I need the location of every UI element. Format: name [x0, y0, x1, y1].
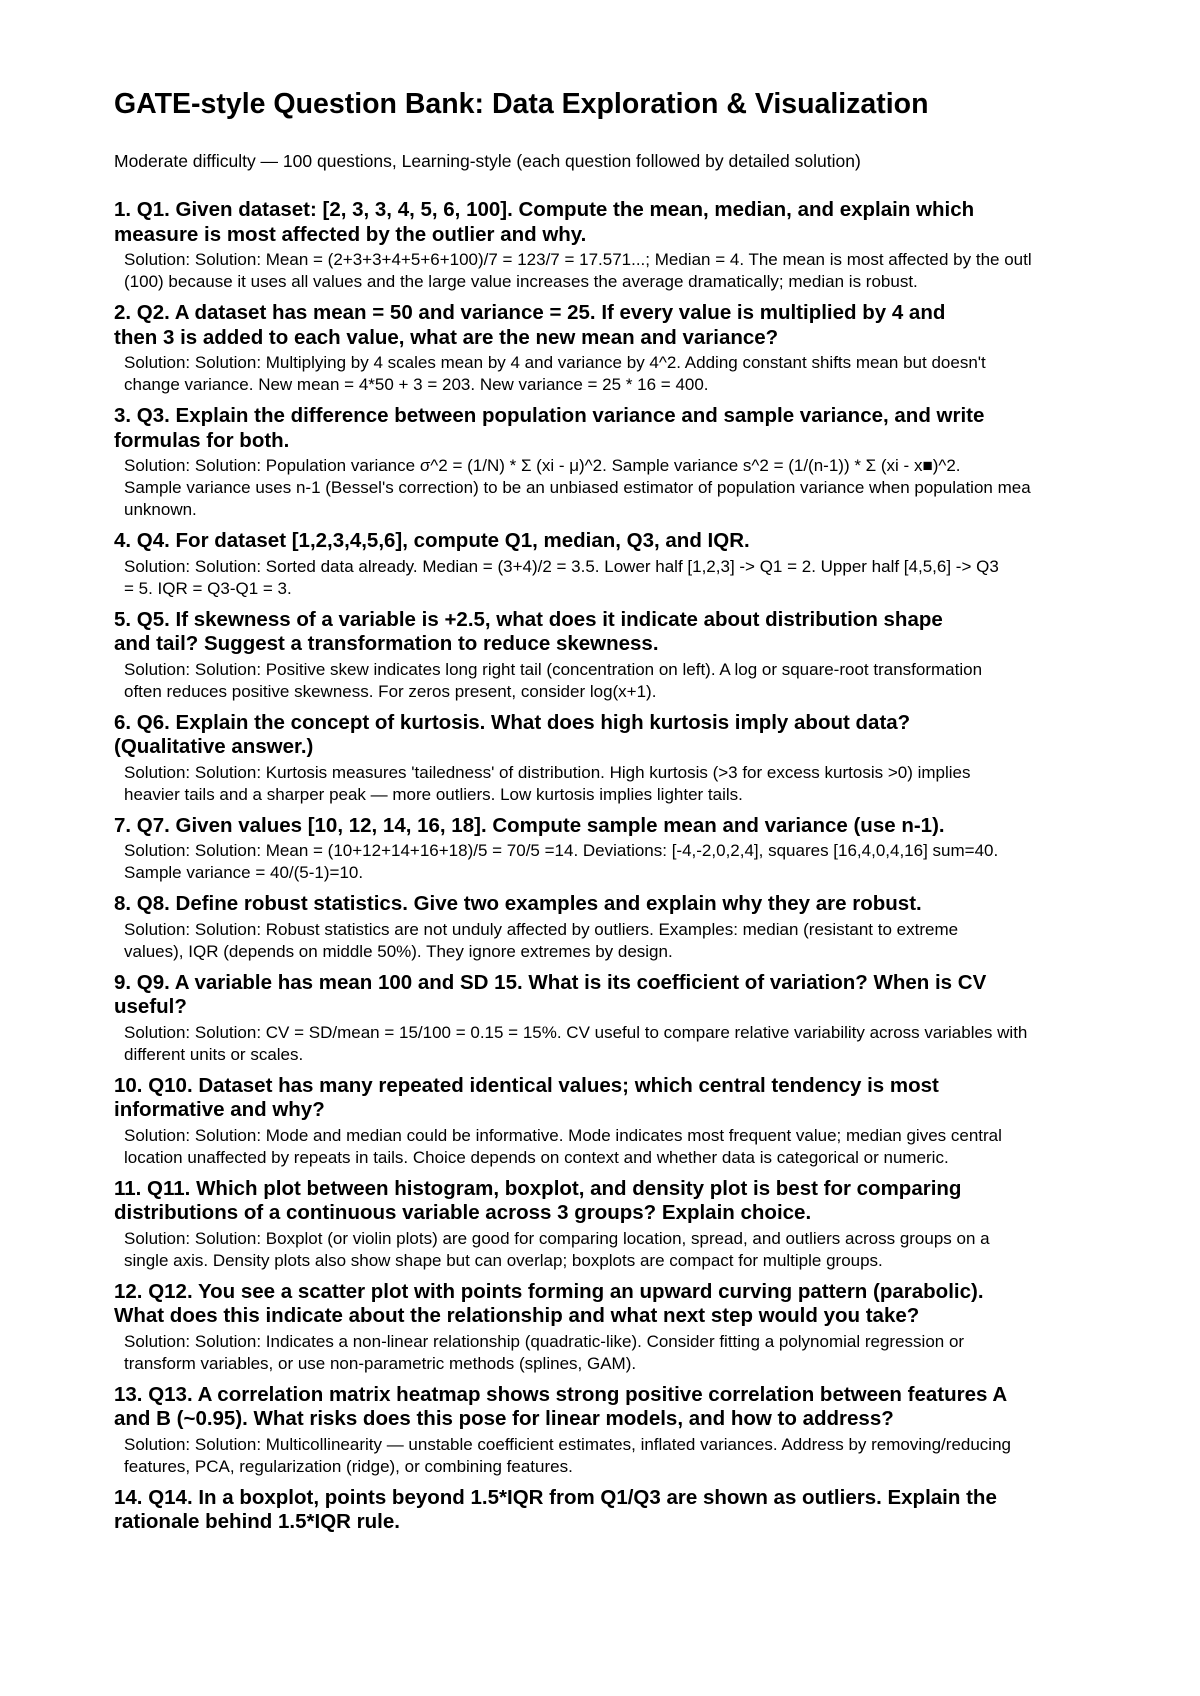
solution-body: Solution: Mean = (10+12+14+16+18)/5 = 70/5 =14. Deviations: [-4,-2,0,2,4], squares [16,4,0,4,16] sum=40. Sample variance = 40/(5-1)=10.: [124, 841, 999, 882]
question-item: [114, 404, 1200, 521]
solution-text: [124, 352, 1200, 396]
solution-label: Solution:: [124, 841, 195, 860]
question-item: [114, 1177, 1200, 1272]
solution-text: [124, 249, 1200, 293]
solution-text: [124, 1125, 1200, 1169]
solution-label: Solution:: [124, 1125, 195, 1145]
question-text: 9. Q9. A variable has mean 100 and SD 15. What is its coefficient of variation? When is CV useful?: [114, 970, 987, 1018]
solution-label: Solution:: [124, 1434, 195, 1454]
solution-label: Solution:: [124, 556, 195, 576]
solution-body: Solution: Population variance σ^2 = (1/N) * Σ (xi - μ)^2. Sample variance s^2 = (1/(n-1)) * Σ (xi - x■)^2. Sample variance uses n-1 (Bessel's correction) to be an unbiased estimator of population variance when population mea unknown.: [124, 456, 1031, 519]
solution-body: Solution: Sorted data already. Median = (3+4)/2 = 3.5. Lower half [1,2,3] -> Q1 = 2. Upper half [4,5,6] -> Q3 = 5. IQR = Q3-Q1 = 3.: [124, 556, 999, 598]
solution-body: Solution: Indicates a non-linear relationship (quadratic-like). Consider fitting a polynomial regression or transform variables, or use non-parametric methods (splines, GAM).: [124, 1331, 965, 1373]
solution-text: [124, 1228, 1200, 1272]
question-text: 10. Q10. Dataset has many repeated identical values; which central tendency is most informative and why?: [114, 1073, 939, 1121]
solution-text: [124, 1022, 1200, 1066]
question-item: [114, 814, 1200, 885]
solution-label: Solution:: [124, 762, 195, 782]
question-item: [114, 711, 1200, 806]
solution-body: Solution: Mean = (2+3+3+4+5+6+100)/7 = 123/7 = 17.571...; Median = 4. The mean is most affected by the outl (100) because it uses all values and the large value increases the average dramatically; median is robust.: [124, 250, 1032, 291]
solution-body: Solution: Positive skew indicates long right tail (concentration on left). A log or square-root transformation often reduces positive skewness. For zeros present, consider log(x+1).: [124, 659, 983, 701]
question-item: [114, 1486, 1200, 1535]
question-text: 5. Q5. If skewness of a variable is +2.5, what does it indicate about distribution shape and tail? Suggest a transformation to reduce skewness.: [114, 607, 943, 655]
solution-label: Solution:: [124, 1331, 195, 1351]
question-item: [114, 1383, 1200, 1478]
solution-text: [124, 455, 1200, 521]
question-item: [114, 892, 1200, 963]
solution-body: Solution: CV = SD/mean = 15/100 = 0.15 = 15%. CV useful to compare relative variability across variables with different units or scales.: [124, 1022, 1028, 1064]
solution-text: [124, 840, 1200, 884]
solution-label: Solution:: [124, 1022, 195, 1042]
solution-label: Solution:: [124, 353, 195, 372]
solution-body: Solution: Mode and median could be informative. Mode indicates most frequent value; median gives central location unaffected by repeats in tails. Choice depends on context and whether data is categorical or numeric.: [124, 1125, 1002, 1167]
question-text: 3. Q3. Explain the difference between population variance and sample variance, and write formulas for both.: [114, 404, 985, 452]
question-item: [114, 1074, 1200, 1169]
solution-body: Solution: Boxplot (or violin plots) are good for comparing location, spread, and outliers across groups on a single axis. Density plots also show shape but can overlap; boxplots are compact for multiple groups.: [124, 1228, 990, 1270]
solution-text: [124, 919, 1200, 963]
solution-label: Solution:: [124, 659, 195, 679]
question-text: 8. Q8. Define robust statistics. Give two examples and explain why they are robust.: [114, 892, 922, 915]
question-text: 12. Q12. You see a scatter plot with points forming an upward curving pattern (parabolic). What does this indicate about the relationship and what next step would you take?: [114, 1279, 984, 1327]
question-text: 7. Q7. Given values [10, 12, 14, 16, 18]. Compute sample mean and variance (use n-1).: [114, 813, 945, 837]
solution-text: [124, 556, 1200, 600]
question-text: 1. Q1. Given dataset: [2, 3, 3, 4, 5, 6, 100]. Compute the mean, median, and explain which measure is most affected by the outlier and why.: [114, 198, 975, 246]
page-subtitle: Moderate difficulty — 100 questions, Learning-style (each question followed by detailed solution): [114, 151, 861, 171]
question-text: 13. Q13. A correlation matrix heatmap shows strong positive correlation between features A and B (~0.95). What risks does this pose for linear models, and how to address?: [114, 1382, 1008, 1430]
solution-label: Solution:: [124, 919, 195, 939]
question-item: [114, 198, 1200, 293]
question-item: [114, 971, 1200, 1066]
question-item: [114, 529, 1200, 600]
solution-text: [124, 1434, 1200, 1478]
question-text: 4. Q4. For dataset [1,2,3,4,5,6], compute Q1, median, Q3, and IQR.: [114, 529, 750, 552]
question-item: [114, 301, 1200, 396]
question-text: 14. Q14. In a boxplot, points beyond 1.5*IQR from Q1/Q3 are shown as outliers. Explain the rationale behind 1.5*IQR rule.: [114, 1485, 997, 1533]
solution-body: Solution: Robust statistics are not unduly affected by outliers. Examples: median (resistant to extreme values), IQR (depends on middle 50%). They ignore extremes by design.: [124, 919, 959, 961]
solution-label: Solution:: [124, 456, 195, 475]
solution-body: Solution: Multiplying by 4 scales mean by 4 and variance by 4^2. Adding constant shifts mean but doesn't change variance. New mean = 4*50 + 3 = 203. New variance = 25 * 16 = 400.: [124, 353, 986, 394]
question-text: 2. Q2. A dataset has mean = 50 and variance = 25. If every value is multiplied by 4 and then 3 is added to each value, what are the new mean and variance?: [114, 301, 946, 349]
solution-text: [124, 659, 1200, 703]
solution-text: [124, 1331, 1200, 1375]
solution-label: Solution:: [124, 1228, 195, 1248]
question-item: [114, 1280, 1200, 1375]
question-text: 6. Q6. Explain the concept of kurtosis. What does high kurtosis imply about data? (Qualitative answer.): [114, 710, 911, 758]
question-text: 11. Q11. Which plot between histogram, boxplot, and density plot is best for comparing distributions of a continuous variable across 3 groups? Explain choice.: [114, 1176, 962, 1224]
solution-text: [124, 762, 1200, 806]
page-title: GATE-style Question Bank: Data Exploration & Visualization: [114, 88, 929, 120]
solution-label: Solution:: [124, 250, 195, 269]
solution-body: Solution: Multicollinearity — unstable coefficient estimates, inflated variances. Address by removing/reducing features, PCA, regularization (ridge), or combining features.: [124, 1434, 1011, 1476]
question-list: [114, 198, 1200, 1535]
solution-body: Solution: Kurtosis measures 'tailedness' of distribution. High kurtosis (>3 for excess kurtosis >0) implies heavier tails and a sharper peak — more outliers. Low kurtosis implies lighter tails.: [124, 762, 971, 804]
question-item: [114, 608, 1200, 703]
